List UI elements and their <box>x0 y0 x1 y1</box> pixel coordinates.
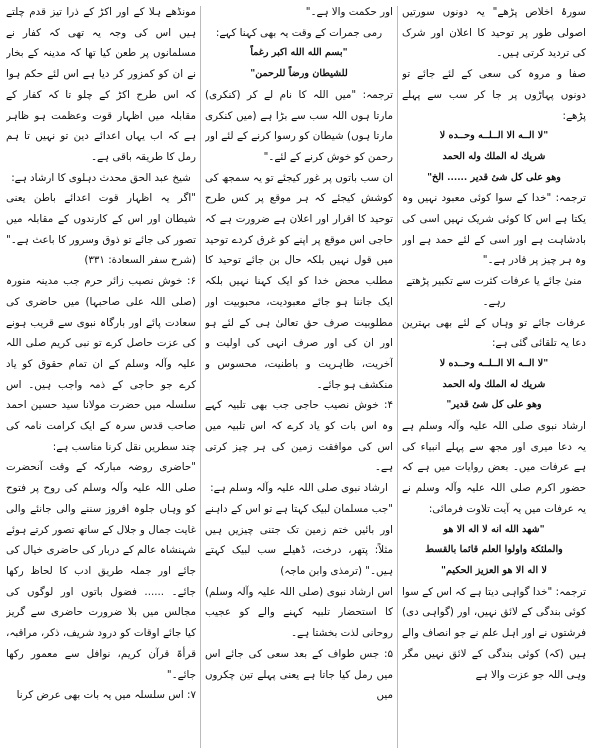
paragraph: ترجمہ: "خدا کے سوا کوئی معبود نہیں وہ یکتا ہے اس کا کوئی شریک نہیں اسی کی بادشاہت ہے اور اسی کے لئے حمد ہے اور وہ ہر چیز پر قادر ہے۔" <box>402 192 586 267</box>
paragraph: مونڈھے ہلا کے اور اکڑ کے ذرا تیز قدم چلتے ہیں اس کی وجہ یہ تھی کہ کفار نے مسلمانوں پر طعن کیا تھا کہ مدینہ کے بخار نے ان کو کمزور کر دیا ہے اس لئے حکم ہوا کہ اس طرح اکڑ کے چلو تا کہ کفار کے مقابلہ میں اظہار قوت وعظمت ہو ظاہر ہے کہ اب یہاں اعدائے دین تو نہیں تا ہم رمل کا طریقہ باقی ہے۔ <box>6 6 196 163</box>
arabic-quote: "بسم الله الله اكبر رغماً للشيطان ورضاً للرحمن" <box>250 47 348 80</box>
column-divider <box>200 6 201 748</box>
paragraph: اس ارشاد نبوی (صلی اللہ علیہ وآلہ وسلم) کا استحضار تلبیہ کہنے والے کو عجیب روحانی لذت بخشتا ہے۔ <box>205 585 393 640</box>
paragraph: ان سب باتوں پر غور کیجئے تو یہ سمجھ کی کوشش کیجئے کہ ہر موقع پر کس طرح توحید کا اقرار اور اعلان ہے ضرورت ہے کہ حاجی اس موقع پر اپنے کو غرق کردے توحید میں قول نہیں بلکہ حال بن جائے توحید کا مطلب محض خدا کو ایک کہنا نہیں بلکہ ایک جاننا ہو جائے معبودیت، محبوبیت اور مطلوبیت صرف حق تعالیٰ ہی کے لئے ہو اور ان کی اور صرف انہی کی اولیت و آخریت، ظاہریت و باطنیت، محسوس و منکشف ہو جائے۔ <box>205 171 393 391</box>
paragraph: اور حکمت والا ہے۔" <box>305 6 393 18</box>
paragraph: "حاضری روضہ مبارکہ کے وقت آنحضرت صلی اللہ علیہ وآلہ وسلم کی روح پر فتوح کو وہاں جلوہ افروز سننے والی جانئے والی غایت جمال و جلال کے ساتھ تصور کرتے ہوئے شہنشاہ عالم کے دربار کی حاضری خیال کی جائے اور جملہ طریق ادب کا لحاظ رکھا جائے۔ ...... فضول باتوں اور لوگوں کی مجالس میں بلا ضرورت حاضری سے گریز کیا جائے اوقات کو درود شریف، ذکر، مراقبہ، قرأۃ قرآن کریم، نوافل سے معمور رکھا جائے۔" <box>6 461 196 681</box>
paragraph: منیٰ جائے یا عرفات کثرت سے تکبیر پڑھتے رہے۔ <box>406 275 582 308</box>
paragraph: ۴: خوش نصیب حاجی جب بھی تلبیہ کہے وہ اس بات کو یاد کرے کہ اس تلبیہ میں اس کی موافقت زمین کی ہر چیز کرتی ہے۔ <box>205 399 393 474</box>
arabic-quote: "لا الــه الا الــلــه وحــده لا شريك له الملك وله الحمد وهو على كل شئ قدير" <box>439 357 549 411</box>
paragraph: "اگر یہ اظہار قوت اعدائے باطن یعنی شیطان اور اس کے کارندوں کے مقابلہ میں تصور کی جائے تو ذوق وسرور کا باعث ہے۔" (شرح سفر السعادة: ۳۳۱) <box>6 192 196 267</box>
arabic-quote: "لا الــه الا الــلــه وحــده لا شريك له الملك وله الحمد وهو على كل شئ قدير ...... الخ" <box>427 130 561 183</box>
paragraph: شیخ عبد الحق محدث دہلوی کا ارشاد ہے: <box>11 171 191 184</box>
paragraph: ۶: خوش نصیب زائر حرم جب مدینہ منورہ (صلی اللہ علی صاحبہا) میں حاضری کی سعادت پائے اور بارگاہ نبوی سے قریب ہونے کی عزت حاصل کرے تو نبی کریم صلی اللہ علیہ وآلہ وسلم کے ان تمام حقوق کو یاد کرے جو حاجی کے ذمہ واجب ہیں۔ اس سلسلہ میں حضرت مولانا سید حسین احمد صاحب قدس سرہ کے ایک کرامت نامہ کی چند سطریں نقل کرنا مناسب ہے: <box>6 275 196 453</box>
paragraph: ارشاد نبوی صلی اللہ علیہ وآلہ وسلم ہے یہ دعا میری اور مجھ سے پہلے انبیاء کی ہے عرفات میں۔ بعض روایات میں ہے کہ حضور اکرم صلی اللہ علیہ وآلہ وسلم نے یہ عرفات میں یہ آیت تلاوت فرمائی: <box>402 420 586 515</box>
paragraph: ترجمہ: "خدا گواہی دیتا ہے کہ اس کے سوا کوئی بندگی کے لائق نہیں، اور (گواہی دی) فرشتوں نے اور اہل علم نے جو انصاف والے ہیں (کہ) کوئی بندگی کے لائق نہیں مگر وہی اللہ جو عزت والا ہے <box>402 585 586 681</box>
paragraph: ارشاد نبوی صلی اللہ علیہ وآلہ وسلم ہے: <box>210 482 388 495</box>
middle-column <box>205 2 393 750</box>
paragraph: ۷: اس سلسلہ میں یہ بات بھی عرض کرنا <box>16 689 196 702</box>
right-column <box>402 2 586 750</box>
paragraph: "جب مسلمان لبیک کہتا ہے تو اس کے داہنے اور بائیں ختم زمین تک جتنی چیزیں ہیں مثلاً: پتھر، درخت، ڈھیلے سب لبیک کہتے ہیں۔" (ترمذی وابن ماجہ) <box>205 502 393 577</box>
paragraph: عرفات جائے تو وہاں کے لئے بھی بہترین دعا یہ تلقائی گئی ہے: <box>402 316 586 350</box>
paragraph: سورۂ اخلاص پڑھے" یہ دونوں سورتیں اصولی طور پر توحید کا اعلان اور شرک کی تردید کرتی ہیں۔ <box>402 6 586 60</box>
paragraph: رمی جمرات کے وقت یہ بھی کہنا کہے: <box>215 26 383 39</box>
paragraph: ترجمہ: "میں اللہ کا نام لے کر (کنکری) مارتا ہوں اللہ سب سے بڑا ہے (میں کنکری مارتا ہوں) شیطان کو رسوا کرنے کے لئے اور رحمن کو خوش کرنے کے لئے۔" <box>205 88 393 163</box>
column-divider <box>397 6 398 748</box>
paragraph: صفا و مروہ کی سعی کے لئے جائے تو دونوں پہاڑوں پر جا کر سب سے پہلے پڑھے: <box>402 68 586 122</box>
paragraph: ۵: جس طواف کے بعد سعی کی جائے اس میں رمل کیا جاتا ہے یعنی پہلے تین چکروں میں <box>205 647 393 702</box>
arabic-quote: "شهد الله انه لا اله الا هو والملئكة واولوا العلم قائما بالقسط لا اله الا هو العزيز الحكيم" <box>425 523 563 576</box>
left-column <box>6 2 196 750</box>
